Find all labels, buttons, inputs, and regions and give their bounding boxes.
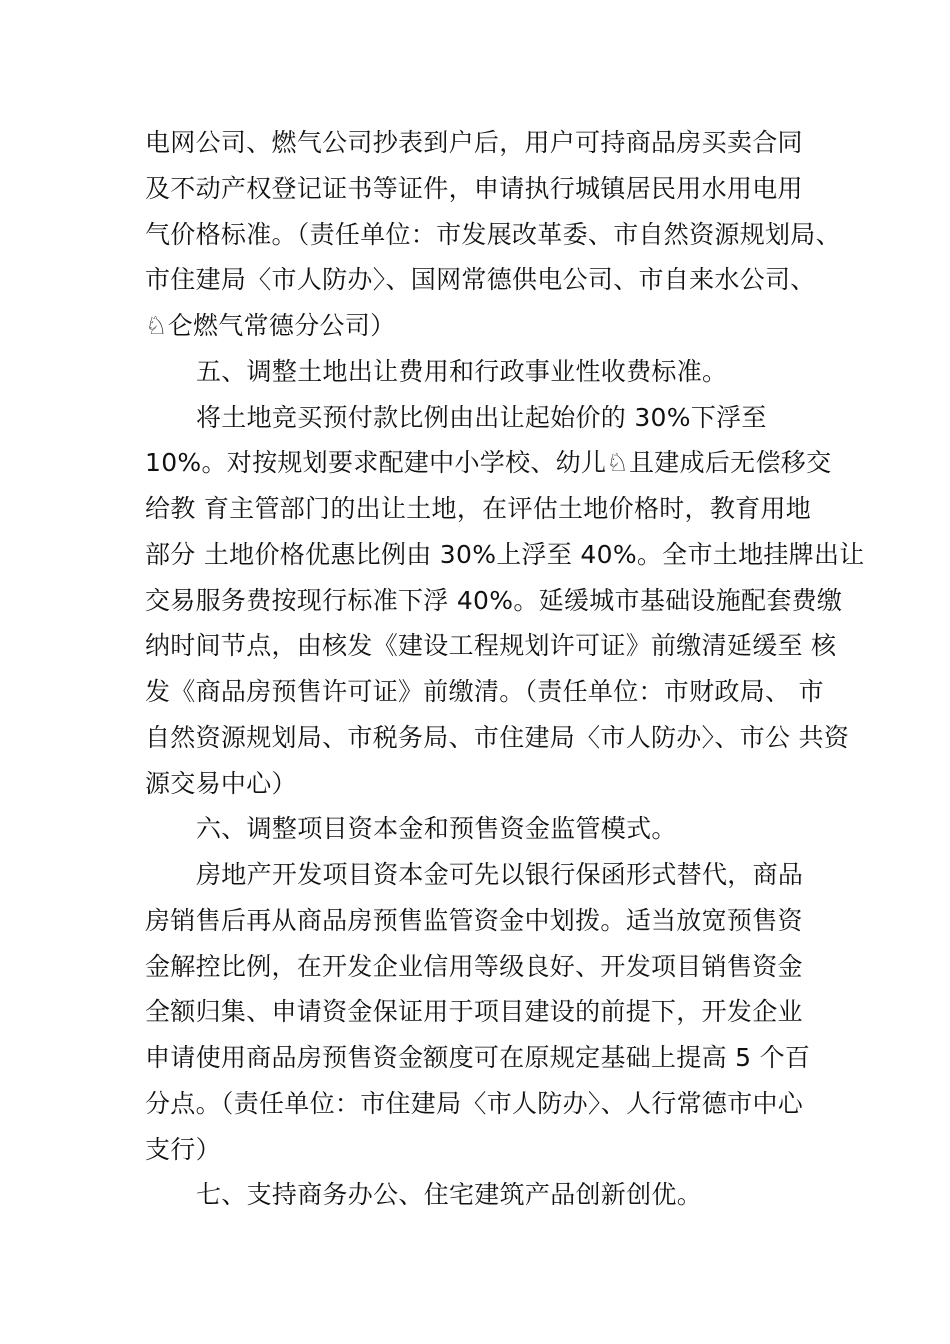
text-line: 申请使用商品房预售资金额度可在原规定基础上提高 5 个百 — [145, 1043, 811, 1072]
text-line: 支行） — [145, 1135, 221, 1164]
text-line: 房地产开发项目资本金可先以银行保函形式替代，商品 — [196, 860, 804, 889]
text-line: 给教 育主管部门的出让土地，在评估土地价格时，教育用地 — [145, 494, 812, 523]
text-line: 气价格标准。（责任单位：市发展改革委、市自然资源规划局、 — [145, 220, 841, 249]
text-line: 自然资源规划局、市税务局、市住建局〈市人防办〉、市公 共资 — [145, 723, 850, 752]
text-line: 纳时间节点，由核发《建设工程规划许可证》前缴清延缓至 核 — [145, 631, 837, 660]
text-line: 市住建局〈市人防办〉、国网常德供电公司、市自来水公司、 — [145, 265, 816, 294]
text-line: 及不动产权登记证书等证件，申请执行城镇居民用水用电用 — [145, 174, 803, 203]
section-heading: 七、支持商务办公、住宅建筑产品创新创优。 — [196, 1180, 703, 1209]
text-line: 全额归集、申请资金保证用于项目建设的前提下，开发企业 — [145, 997, 803, 1026]
text-line: 房销售后再从商品房预售监管资金中划拨。适当放宽预售资 — [145, 906, 803, 935]
section-heading: 六、调整项目资本金和预售资金监管模式。 — [196, 814, 677, 843]
text-line: 交易服务费按现行标准下浮 40%。延缓城市基础设施配套费缴 — [145, 586, 843, 615]
section-heading: 五、调整土地出让费用和行政事业性收费标准。 — [196, 357, 728, 386]
text-line: 10%。对按规划要求配建中小学校、幼儿♘且建成后无偿移交 — [145, 448, 832, 477]
text-line: ♘仑燃气常德分公司） — [145, 311, 396, 340]
text-line: 电网公司、燃气公司抄表到户后，用户可持商品房买卖合同 — [145, 128, 803, 157]
text-line: 金解控比例，在开发企业信用等级良好、开发项目销售资金 — [145, 952, 803, 981]
text-line: 源交易中心） — [145, 769, 297, 798]
text-line: 分点。（责任单位：市住建局〈市人防办〉、人行常德市中心 — [145, 1089, 804, 1118]
text-line: 将土地竞买预付款比例由出让起始价的 30%下浮至 — [196, 403, 767, 432]
text-line: 发《商品房预售许可证》前缴清。（责任单位：市财政局、 市 — [145, 677, 824, 706]
text-line: 部分 土地价格优惠比例由 30%上浮至 40%。全市土地挂牌出让 — [145, 540, 865, 569]
